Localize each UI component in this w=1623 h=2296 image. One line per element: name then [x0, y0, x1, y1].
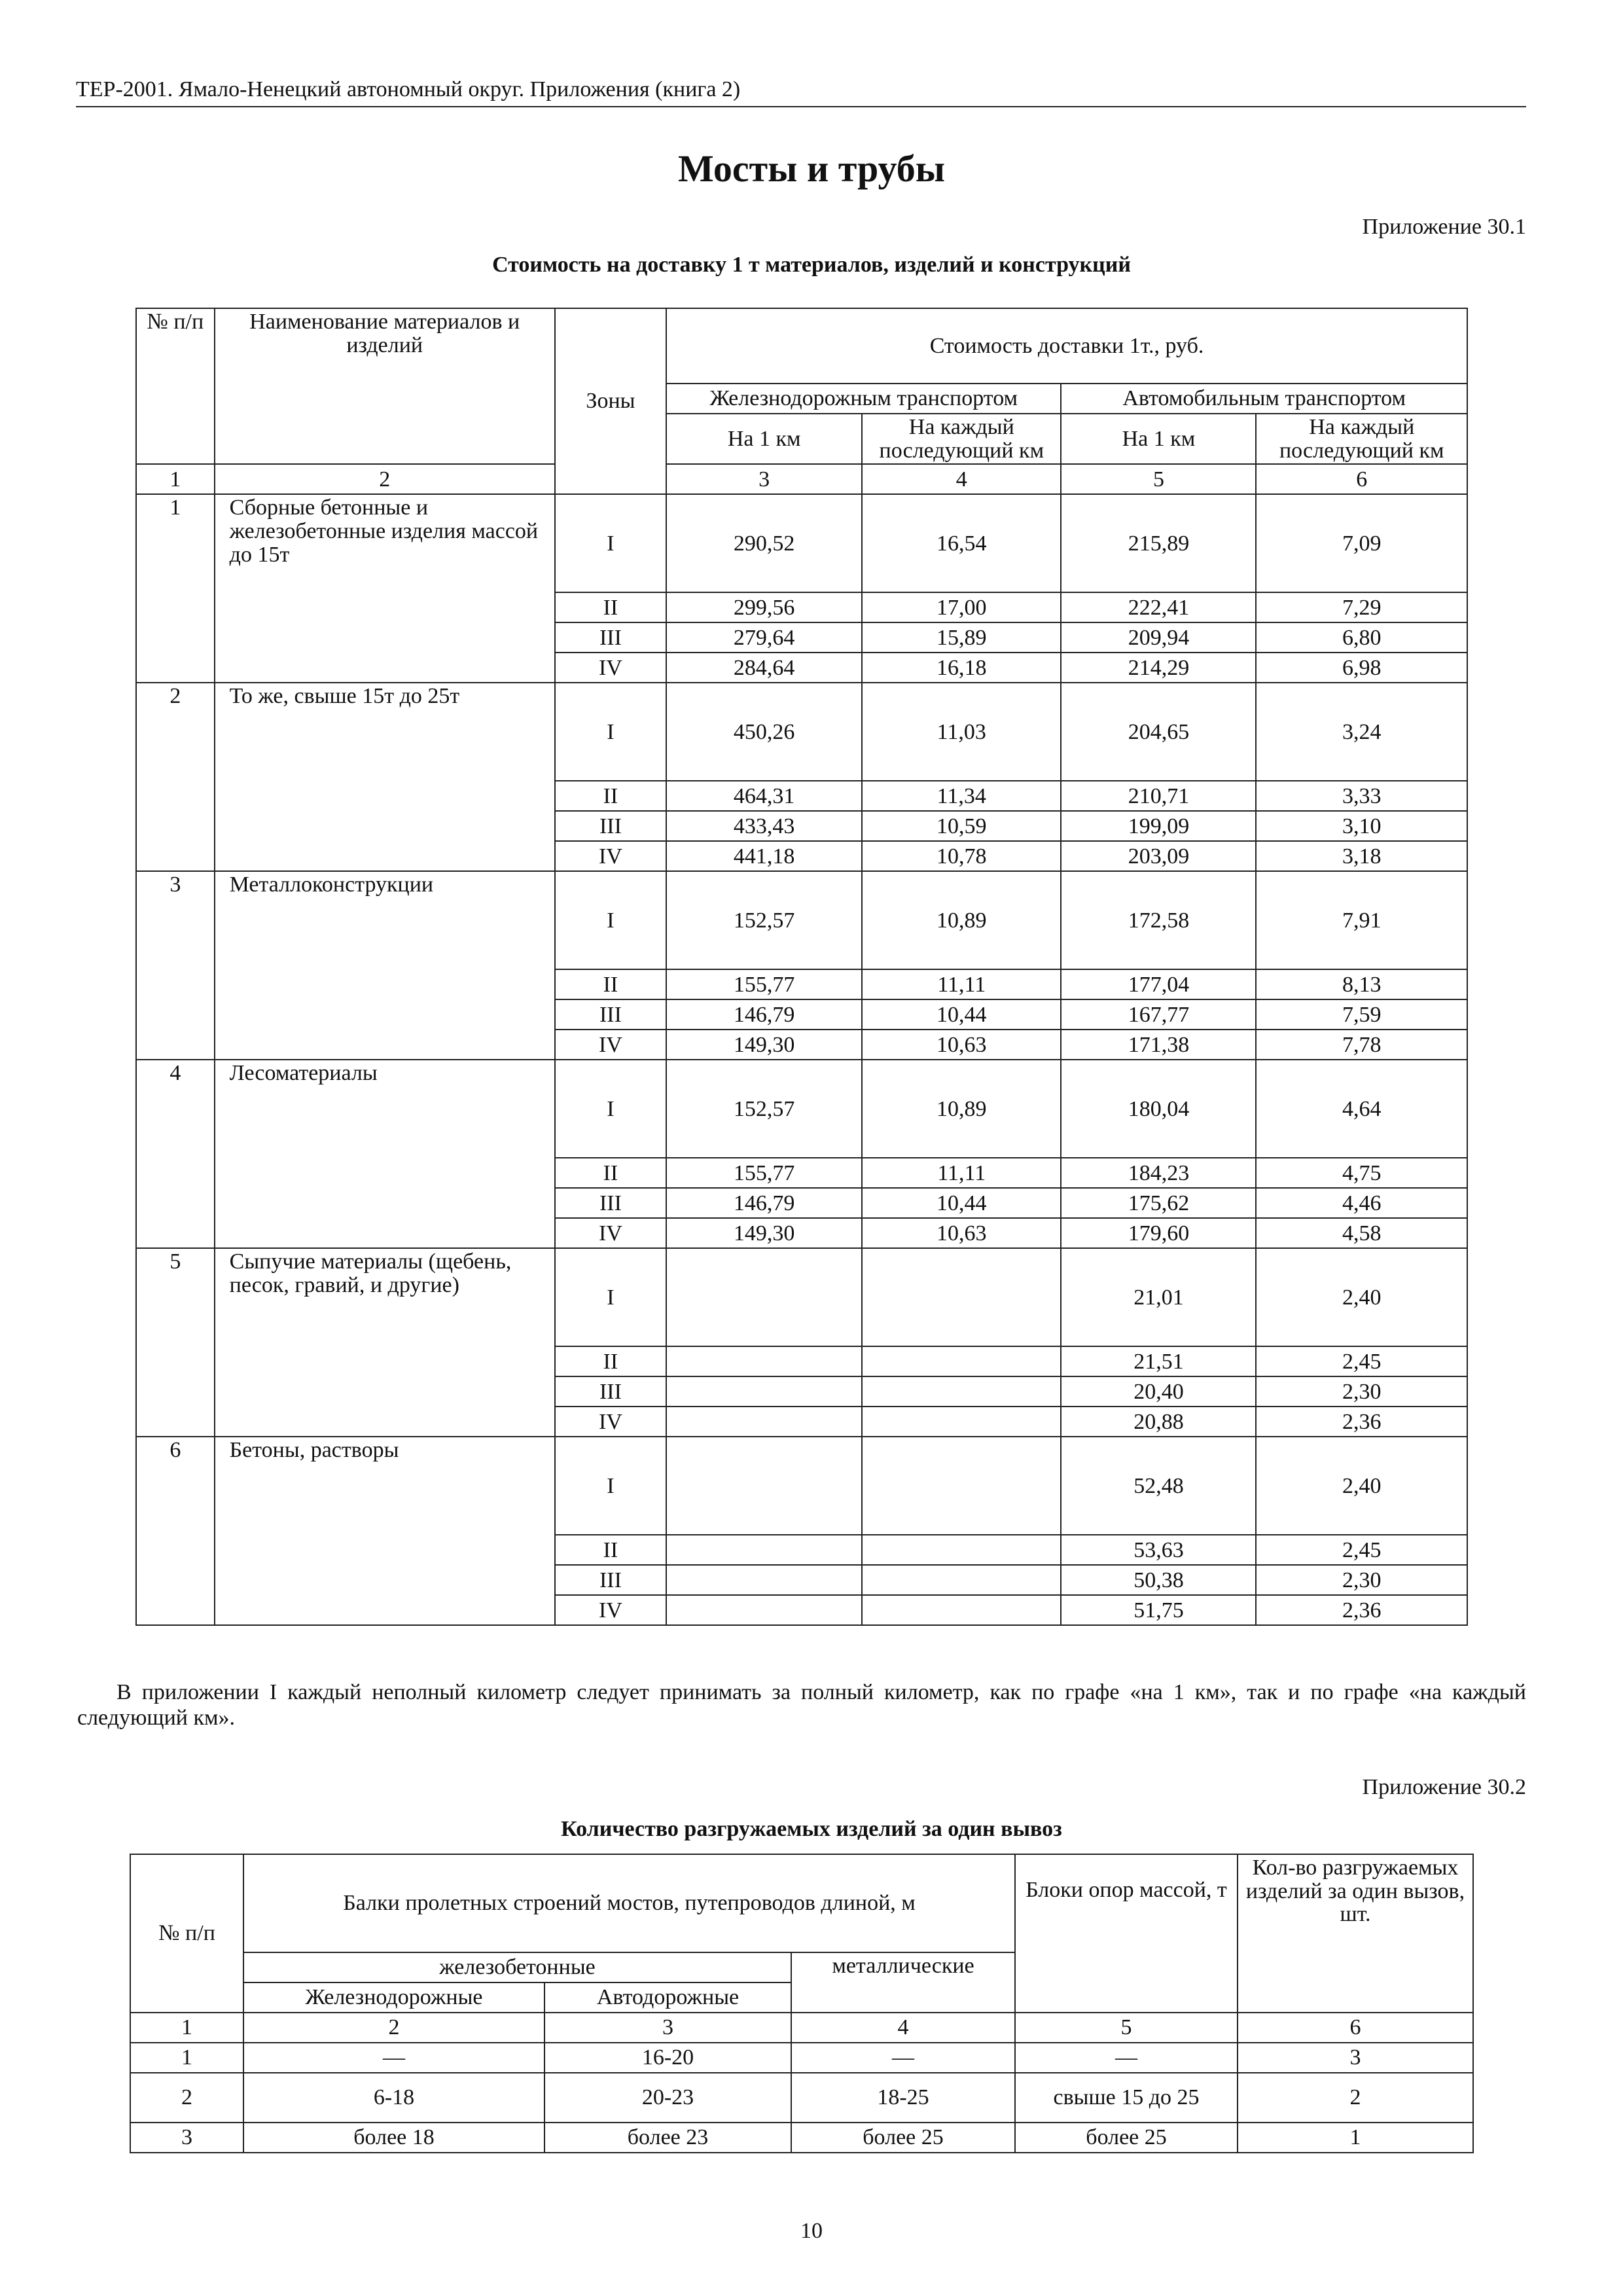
auto-per-km-cell: 21,51: [1061, 1346, 1256, 1376]
rail-per-km-cell: [666, 1565, 862, 1595]
zone-cell: III: [555, 1376, 666, 1407]
auto-each-km-cell: 2,36: [1256, 1407, 1467, 1437]
auto-each-km-cell: 3,10: [1256, 811, 1467, 841]
rail-each-km-cell: 10,59: [862, 811, 1061, 841]
item-number: 5: [136, 1248, 215, 1437]
auto-each-km-cell: 2,40: [1256, 1248, 1467, 1346]
table-row: [136, 683, 1467, 781]
zone-cell: IV: [555, 1407, 666, 1437]
auto-per-km-cell: 209,94: [1061, 622, 1256, 653]
table-2-caption: Количество разгружаемых изделий за один вывоз: [561, 1817, 1062, 1841]
rail-per-km-cell: 433,43: [666, 811, 862, 841]
rail-each-km-cell: 11,11: [862, 969, 1061, 999]
header-num: № п/п: [130, 1854, 243, 2013]
column-number: 3: [544, 2013, 791, 2043]
table-row: [130, 2043, 1473, 2073]
road-beam-length-cell: 16-20: [544, 2043, 791, 2073]
block-mass-cell: свыше 15 до 25: [1015, 2073, 1238, 2123]
metal-beam-length-cell: более 25: [791, 2123, 1015, 2153]
auto-per-km-cell: 199,09: [1061, 811, 1256, 841]
table-row: [136, 1248, 1467, 1346]
rail-each-km-cell: 11,34: [862, 781, 1061, 811]
auto-each-km-cell: 4,58: [1256, 1218, 1467, 1248]
zone-cell: II: [555, 1535, 666, 1565]
rail-per-km-cell: 155,77: [666, 969, 862, 999]
rail-per-km-cell: [666, 1346, 862, 1376]
auto-per-km-cell: 50,38: [1061, 1565, 1256, 1595]
auto-each-km-cell: 4,75: [1256, 1158, 1467, 1188]
rail-per-km-cell: [666, 1437, 862, 1535]
table-row: [136, 1060, 1467, 1158]
rail-each-km-cell: [862, 1595, 1061, 1625]
auto-per-km-cell: 204,65: [1061, 683, 1256, 781]
column-number: 6: [1256, 464, 1467, 494]
quantity-cell: 2: [1238, 2073, 1473, 2123]
auto-per-km-cell: 20,88: [1061, 1407, 1256, 1437]
table-row: [136, 871, 1467, 969]
material-name: Бетоны, растворы: [215, 1437, 555, 1625]
auto-each-km-cell: 7,91: [1256, 871, 1467, 969]
material-name: Сборные бетонные и железобетонные изделия массой до 15т: [215, 494, 555, 683]
rail-each-km-cell: 10,63: [862, 1030, 1061, 1060]
auto-per-km-cell: 53,63: [1061, 1535, 1256, 1565]
delivery-cost-table: [135, 308, 1468, 1626]
zone-cell: IV: [555, 1030, 666, 1060]
rail-each-km-cell: 10,44: [862, 1188, 1061, 1218]
auto-per-km-cell: 222,41: [1061, 592, 1256, 622]
header-num: № п/п: [136, 308, 215, 464]
appendix-30-2-label: Приложение 30.2: [1362, 1775, 1526, 1799]
rail-per-km-cell: 152,57: [666, 871, 862, 969]
auto-each-km-cell: 3,18: [1256, 841, 1467, 871]
column-number: 2: [243, 2013, 544, 2043]
material-name: Сыпучие материалы (щебень, песок, гравий, и другие): [215, 1248, 555, 1437]
header-road: Автодорожные: [544, 1982, 791, 2013]
item-number-cell: 2: [130, 2073, 243, 2123]
auto-per-km-cell: 179,60: [1061, 1218, 1256, 1248]
table-row: [130, 2073, 1473, 2123]
metal-beam-length-cell: —: [791, 2043, 1015, 2073]
rail-beam-length-cell: 6-18: [243, 2073, 544, 2123]
rail-per-km-cell: 464,31: [666, 781, 862, 811]
block-mass-cell: более 25: [1015, 2123, 1238, 2153]
item-number: 6: [136, 1437, 215, 1625]
rail-each-km-cell: 15,89: [862, 622, 1061, 653]
zone-cell: I: [555, 1437, 666, 1535]
rail-per-km-cell: 152,57: [666, 1060, 862, 1158]
column-number: 1: [130, 2013, 243, 2043]
rail-each-km-cell: [862, 1248, 1061, 1346]
rail-each-km-cell: [862, 1437, 1061, 1535]
rail-beam-length-cell: —: [243, 2043, 544, 2073]
auto-per-km-cell: 203,09: [1061, 841, 1256, 871]
rail-per-km-cell: 149,30: [666, 1030, 862, 1060]
table-row: [136, 494, 1467, 592]
material-name: Металлоконструкции: [215, 871, 555, 1060]
page-title: Мосты и трубы: [677, 147, 946, 190]
header-reinforced-concrete: железобетонные: [243, 1952, 791, 1982]
auto-per-km-cell: 210,71: [1061, 781, 1256, 811]
auto-per-km-cell: 177,04: [1061, 969, 1256, 999]
auto-each-km-cell: 4,64: [1256, 1060, 1467, 1158]
zone-cell: II: [555, 592, 666, 622]
auto-each-km-cell: 2,45: [1256, 1346, 1467, 1376]
rail-per-km-cell: 299,56: [666, 592, 862, 622]
auto-each-km-cell: 2,45: [1256, 1535, 1467, 1565]
running-header: ТЕР-2001. Ямало-Ненецкий автономный округ. Приложения (книга 2): [76, 77, 1526, 107]
table-row: [130, 2123, 1473, 2153]
rail-each-km-cell: 10,89: [862, 871, 1061, 969]
rail-per-km-cell: 450,26: [666, 683, 862, 781]
material-name: Лесоматериалы: [215, 1060, 555, 1248]
rail-per-km-cell: 279,64: [666, 622, 862, 653]
quantity-cell: 1: [1238, 2123, 1473, 2153]
zone-cell: III: [555, 1565, 666, 1595]
column-number: 5: [1061, 464, 1256, 494]
rail-per-km-cell: [666, 1595, 862, 1625]
zone-cell: IV: [555, 653, 666, 683]
rail-beam-length-cell: более 18: [243, 2123, 544, 2153]
header-blocks: Блоки опор массой, т: [1015, 1854, 1238, 2013]
road-beam-length-cell: более 23: [544, 2123, 791, 2153]
rail-each-km-cell: 10,44: [862, 999, 1061, 1030]
auto-each-km-cell: 6,80: [1256, 622, 1467, 653]
auto-each-km-cell: 7,09: [1256, 494, 1467, 592]
auto-each-km-cell: 8,13: [1256, 969, 1467, 999]
auto-per-km-cell: 214,29: [1061, 653, 1256, 683]
header-rail-per-km: На 1 км: [666, 414, 862, 464]
header-beams: Балки пролетных строений мостов, путепроводов длиной, м: [243, 1854, 1015, 1952]
auto-per-km-cell: 52,48: [1061, 1437, 1256, 1535]
auto-per-km-cell: 215,89: [1061, 494, 1256, 592]
rail-each-km-cell: [862, 1535, 1061, 1565]
header-cost: Стоимость доставки 1т., руб.: [666, 308, 1467, 384]
rail-per-km-cell: 284,64: [666, 653, 862, 683]
zone-cell: I: [555, 683, 666, 781]
rail-each-km-cell: [862, 1407, 1061, 1437]
auto-per-km-cell: 180,04: [1061, 1060, 1256, 1158]
header-rail: Железнодорожным транспортом: [666, 384, 1061, 414]
rail-per-km-cell: 441,18: [666, 841, 862, 871]
table-1-caption: Стоимость на доставку 1 т материалов, изделий и конструкций: [492, 253, 1131, 277]
auto-per-km-cell: 172,58: [1061, 871, 1256, 969]
road-beam-length-cell: 20-23: [544, 2073, 791, 2123]
auto-each-km-cell: 2,36: [1256, 1595, 1467, 1625]
header-name: Наименование материалов и изделий: [215, 308, 555, 464]
zone-cell: III: [555, 622, 666, 653]
rail-per-km-cell: [666, 1535, 862, 1565]
zone-cell: I: [555, 1248, 666, 1346]
rail-per-km-cell: 155,77: [666, 1158, 862, 1188]
rail-each-km-cell: 17,00: [862, 592, 1061, 622]
rail-each-km-cell: 10,63: [862, 1218, 1061, 1248]
rail-per-km-cell: [666, 1248, 862, 1346]
rail-per-km-cell: [666, 1407, 862, 1437]
zone-cell: I: [555, 494, 666, 592]
metal-beam-length-cell: 18-25: [791, 2073, 1015, 2123]
column-number: 3: [666, 464, 862, 494]
rail-each-km-cell: 10,78: [862, 841, 1061, 871]
header-rail-each-km: На каждый последующий км: [862, 414, 1061, 464]
zone-cell: I: [555, 1060, 666, 1158]
auto-per-km-cell: 184,23: [1061, 1158, 1256, 1188]
zone-cell: III: [555, 811, 666, 841]
unload-quantity-table: [130, 1854, 1474, 2153]
zone-cell: II: [555, 969, 666, 999]
rail-each-km-cell: [862, 1346, 1061, 1376]
header-metal: металлические: [791, 1952, 1015, 2013]
item-number: 3: [136, 871, 215, 1060]
column-number: 4: [791, 2013, 1015, 2043]
note-paragraph: В приложении I каждый неполный километр следует принимать за полный километр, как по графе «на 1 км», так и по графе «на каждый следующий км».: [77, 1680, 1526, 1731]
auto-each-km-cell: 7,29: [1256, 592, 1467, 622]
column-number: 4: [862, 464, 1061, 494]
auto-each-km-cell: 3,33: [1256, 781, 1467, 811]
rail-each-km-cell: [862, 1565, 1061, 1595]
column-number: 2: [215, 464, 555, 494]
zone-cell: IV: [555, 841, 666, 871]
rail-each-km-cell: 11,03: [862, 683, 1061, 781]
auto-each-km-cell: 2,30: [1256, 1376, 1467, 1407]
rail-per-km-cell: 290,52: [666, 494, 862, 592]
rail-per-km-cell: 146,79: [666, 1188, 862, 1218]
header-railway: Железнодорожные: [243, 1982, 544, 2013]
auto-per-km-cell: 51,75: [1061, 1595, 1256, 1625]
rail-each-km-cell: 10,89: [862, 1060, 1061, 1158]
zone-cell: II: [555, 1346, 666, 1376]
zone-cell: I: [555, 871, 666, 969]
block-mass-cell: —: [1015, 2043, 1238, 2073]
zone-cell: III: [555, 999, 666, 1030]
auto-each-km-cell: 7,59: [1256, 999, 1467, 1030]
item-number: 1: [136, 494, 215, 683]
zone-cell: II: [555, 781, 666, 811]
auto-each-km-cell: 3,24: [1256, 683, 1467, 781]
header-zones: Зоны: [555, 308, 666, 494]
auto-per-km-cell: 171,38: [1061, 1030, 1256, 1060]
header-auto-per-km: На 1 км: [1061, 414, 1256, 464]
auto-per-km-cell: 21,01: [1061, 1248, 1256, 1346]
column-number: 6: [1238, 2013, 1473, 2043]
header-auto-each-km: На каждый последующий км: [1256, 414, 1467, 464]
rail-each-km-cell: [862, 1376, 1061, 1407]
zone-cell: III: [555, 1188, 666, 1218]
rail-per-km-cell: 146,79: [666, 999, 862, 1030]
header-quantity: Кол-во разгружаемых изделий за один вызов, шт.: [1238, 1854, 1473, 2013]
appendix-30-1-label: Приложение 30.1: [1362, 215, 1526, 239]
zone-cell: IV: [555, 1595, 666, 1625]
zone-cell: IV: [555, 1218, 666, 1248]
auto-each-km-cell: 4,46: [1256, 1188, 1467, 1218]
auto-each-km-cell: 6,98: [1256, 653, 1467, 683]
auto-each-km-cell: 2,30: [1256, 1565, 1467, 1595]
auto-per-km-cell: 20,40: [1061, 1376, 1256, 1407]
quantity-cell: 3: [1238, 2043, 1473, 2073]
material-name: То же, свыше 15т до 25т: [215, 683, 555, 871]
item-number-cell: 1: [130, 2043, 243, 2073]
column-number: 1: [136, 464, 215, 494]
auto-per-km-cell: 167,77: [1061, 999, 1256, 1030]
header-auto: Автомобильным транспортом: [1061, 384, 1467, 414]
item-number: 2: [136, 683, 215, 871]
rail-each-km-cell: 11,11: [862, 1158, 1061, 1188]
item-number: 4: [136, 1060, 215, 1248]
rail-per-km-cell: 149,30: [666, 1218, 862, 1248]
zone-cell: II: [555, 1158, 666, 1188]
column-number: 5: [1015, 2013, 1238, 2043]
page-number: 10: [800, 2219, 823, 2243]
table-row: [136, 1437, 1467, 1535]
rail-each-km-cell: 16,54: [862, 494, 1061, 592]
auto-per-km-cell: 175,62: [1061, 1188, 1256, 1218]
auto-each-km-cell: 7,78: [1256, 1030, 1467, 1060]
auto-each-km-cell: 2,40: [1256, 1437, 1467, 1535]
rail-per-km-cell: [666, 1376, 862, 1407]
rail-each-km-cell: 16,18: [862, 653, 1061, 683]
item-number-cell: 3: [130, 2123, 243, 2153]
